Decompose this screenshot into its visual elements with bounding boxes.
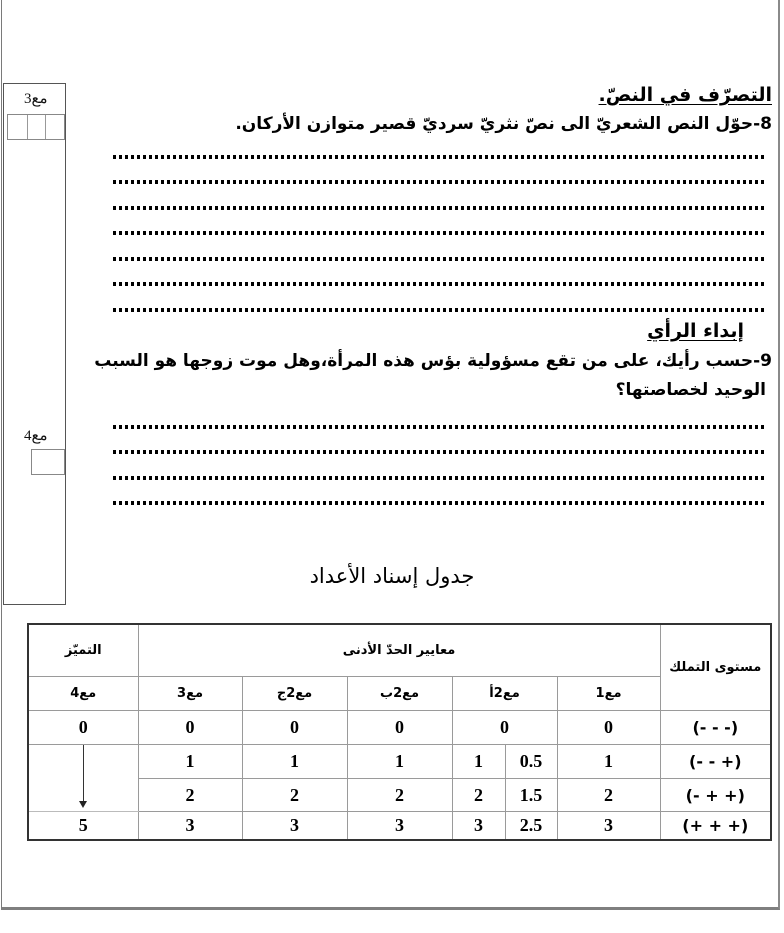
down-arrow-icon xyxy=(83,745,84,803)
score-cell: 2 xyxy=(557,779,660,812)
score-cell: 1 xyxy=(347,745,452,779)
question-8: 8-حوّل النص الشعريّ الى نصّ نثريّ سرديّ قصير متوازن الأركان. xyxy=(235,114,772,134)
column-header-mu2b: مع2ب xyxy=(347,677,452,711)
answer-line xyxy=(113,257,766,261)
answer-line xyxy=(113,282,766,286)
table-row xyxy=(28,745,771,779)
score-cell: 3 xyxy=(557,812,660,841)
score-box[interactable] xyxy=(32,450,64,474)
score-cell: 5 xyxy=(28,812,138,841)
answer-line xyxy=(113,501,766,505)
score-cell: 0 xyxy=(452,711,557,745)
score-cell: 0 xyxy=(347,711,452,745)
answer-line xyxy=(113,308,766,312)
score-boxes-mu4 xyxy=(31,449,65,475)
score-cell: 2 xyxy=(242,779,347,812)
answer-line xyxy=(113,231,766,235)
score-cell: 0 xyxy=(138,711,242,745)
table-row xyxy=(28,779,771,812)
criterion-label-mu3: مع3 xyxy=(24,91,48,107)
score-cell: 3 xyxy=(242,812,347,841)
level-cell: (- - -) xyxy=(660,711,771,745)
answer-line xyxy=(113,155,766,159)
score-cell: 3 xyxy=(347,812,452,841)
answer-line xyxy=(113,206,766,210)
score-cell: 3 xyxy=(452,812,505,841)
answer-line xyxy=(113,425,766,429)
table-row xyxy=(28,711,771,745)
header-minimum-criteria: معايير الحدّ الأدنى xyxy=(138,624,660,677)
score-box[interactable] xyxy=(27,115,46,139)
score-cell: 2 xyxy=(452,779,505,812)
score-cell: 0 xyxy=(557,711,660,745)
score-box[interactable] xyxy=(8,115,27,139)
column-header-mu2c: مع2ج xyxy=(242,677,347,711)
score-cell: 1 xyxy=(138,745,242,779)
criteria-sidebar xyxy=(3,83,66,605)
header-excellence: التميّز xyxy=(28,624,138,677)
level-cell: (+ - -) xyxy=(660,745,771,779)
score-cell: 0 xyxy=(28,711,138,745)
score-cell: 0 xyxy=(242,711,347,745)
score-box[interactable] xyxy=(45,115,64,139)
grading-table xyxy=(27,623,772,841)
score-cell: 1 xyxy=(557,745,660,779)
score-cell: 3 xyxy=(138,812,242,841)
section-title-opinion: إبداء الرأي xyxy=(647,320,744,342)
answer-line xyxy=(113,476,766,480)
excellence-arrow-cell xyxy=(28,745,138,812)
answer-line xyxy=(113,450,766,454)
question-9-line1: 9-حسب رأيك، على من تقع مسؤولية بؤس هذه المرأة،وهل موت زوجها هو السبب xyxy=(94,351,772,371)
column-header-mu3: مع3 xyxy=(138,677,242,711)
score-cell: 1 xyxy=(242,745,347,779)
question-9-line2: الوحيد لخصاصتها؟ xyxy=(615,380,766,400)
grading-table-title: جدول إسناد الأعداد xyxy=(309,564,475,588)
header-level: مستوى التملك xyxy=(660,624,771,711)
level-cell: (+ + -) xyxy=(660,779,771,812)
score-cell: 2 xyxy=(347,779,452,812)
column-header-mu1: مع1 xyxy=(557,677,660,711)
answer-line xyxy=(113,180,766,184)
section-title-manipulation: التصرّف في النصّ. xyxy=(598,84,772,106)
score-cell: 2.5 xyxy=(505,812,557,841)
table-row xyxy=(28,812,771,841)
criterion-label-mu4: مع4 xyxy=(24,428,48,444)
score-boxes-mu3 xyxy=(7,114,65,140)
score-cell: 1 xyxy=(452,745,505,779)
column-header-mu2a: مع2أ xyxy=(452,677,557,711)
score-cell: 0.5 xyxy=(505,745,557,779)
score-cell: 2 xyxy=(138,779,242,812)
score-cell: 1.5 xyxy=(505,779,557,812)
column-header-mu4: مع4 xyxy=(28,677,138,711)
level-cell: (+ + +) xyxy=(660,812,771,841)
arrowhead-icon xyxy=(79,801,87,808)
